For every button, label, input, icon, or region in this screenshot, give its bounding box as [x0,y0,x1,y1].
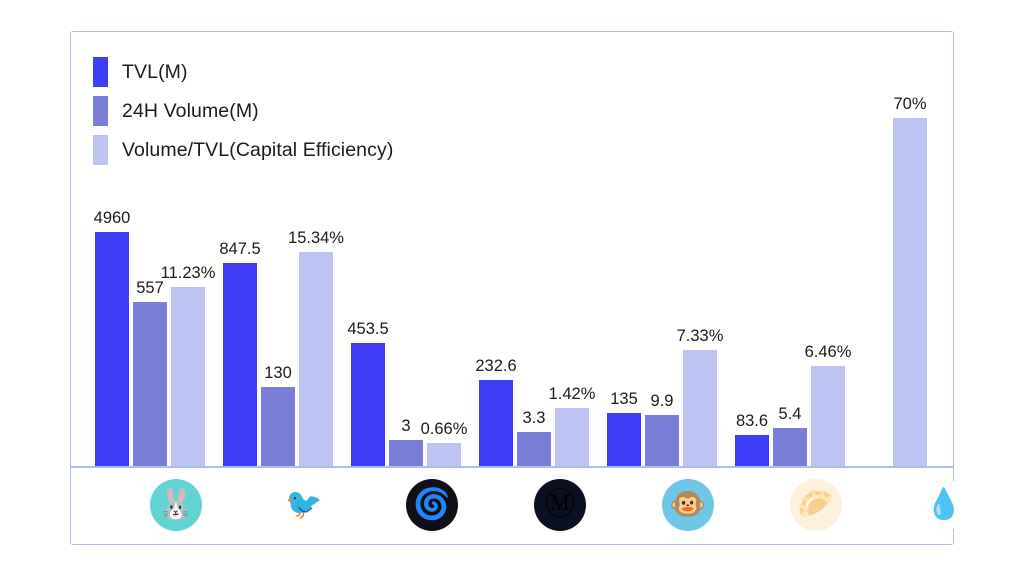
chart-bar [160,264,216,466]
bar-value-label: 7.33% [676,327,724,345]
chart-bar [133,279,167,466]
thena-icon[interactable]: 🐦 [278,479,330,531]
apeswap-icon[interactable]: 🐵 [662,479,714,531]
chart-bar [347,320,389,466]
bar-value-label: 11.23% [160,264,216,282]
plot-area [71,32,953,466]
chart-bar [475,357,517,466]
bar-value-label: 70% [893,95,927,113]
bar-value-label: 4960 [93,209,131,227]
bar-value-label: 557 [136,279,164,297]
bar-value-label: 6.46% [804,343,852,361]
chart-bar [893,95,927,466]
chart-bar [219,240,261,466]
bar-value-label: 15.34% [288,229,344,247]
legend-label-efficiency: Volume/TVL(Capital Efficiency) [122,138,394,161]
chart-bar [548,385,596,466]
solidly-icon[interactable]: 🥟 [790,479,842,531]
chart-frame [70,31,963,545]
legend-item-tvl [93,57,393,87]
bar-value-label: 130 [264,364,292,382]
legend-swatch-tvl [93,57,108,87]
bar-value-label: 1.42% [548,385,596,403]
bar-value-label: 232.6 [475,357,517,375]
bar-value-label: 9.9 [650,392,674,410]
bar-value-label: 135 [610,390,638,408]
chart-bar [517,409,551,466]
bar-value-label: 0.66% [420,420,468,438]
maverick-icon[interactable]: Ⓜ [534,479,586,531]
chart-bar [261,364,295,466]
chart-bar [607,390,641,466]
velodrome-icon[interactable]: 🌀 [406,479,458,531]
legend-item-efficiency [93,135,393,165]
legend-swatch-efficiency [93,135,108,165]
bar-value-label: 5.4 [778,405,802,423]
chart-bar [676,327,724,466]
chart-bar [389,417,423,466]
bar-value-label: 3 [401,417,411,435]
chart-legend [93,57,393,174]
chart-bar [773,405,807,466]
category-icon-row [71,467,963,543]
chart-bar [645,392,679,466]
chart-bar [735,412,769,466]
legend-label-tvl: TVL(M) [122,60,188,83]
legend-swatch-volume [93,96,108,126]
chart-bar [420,420,468,466]
bar-value-label: 453.5 [347,320,389,338]
chart-bar [93,209,131,466]
uniswap-icon[interactable]: 💧 [918,479,970,531]
pancakeswap-icon[interactable]: 🐰 [150,479,202,531]
bar-value-label: 3.3 [522,409,546,427]
legend-item-volume [93,96,393,126]
bar-value-label: 83.6 [735,412,769,430]
bar-value-label: 847.5 [219,240,261,258]
chart-bar [804,343,852,466]
chart-bar [288,229,344,466]
legend-label-volume: 24H Volume(M) [122,99,259,122]
